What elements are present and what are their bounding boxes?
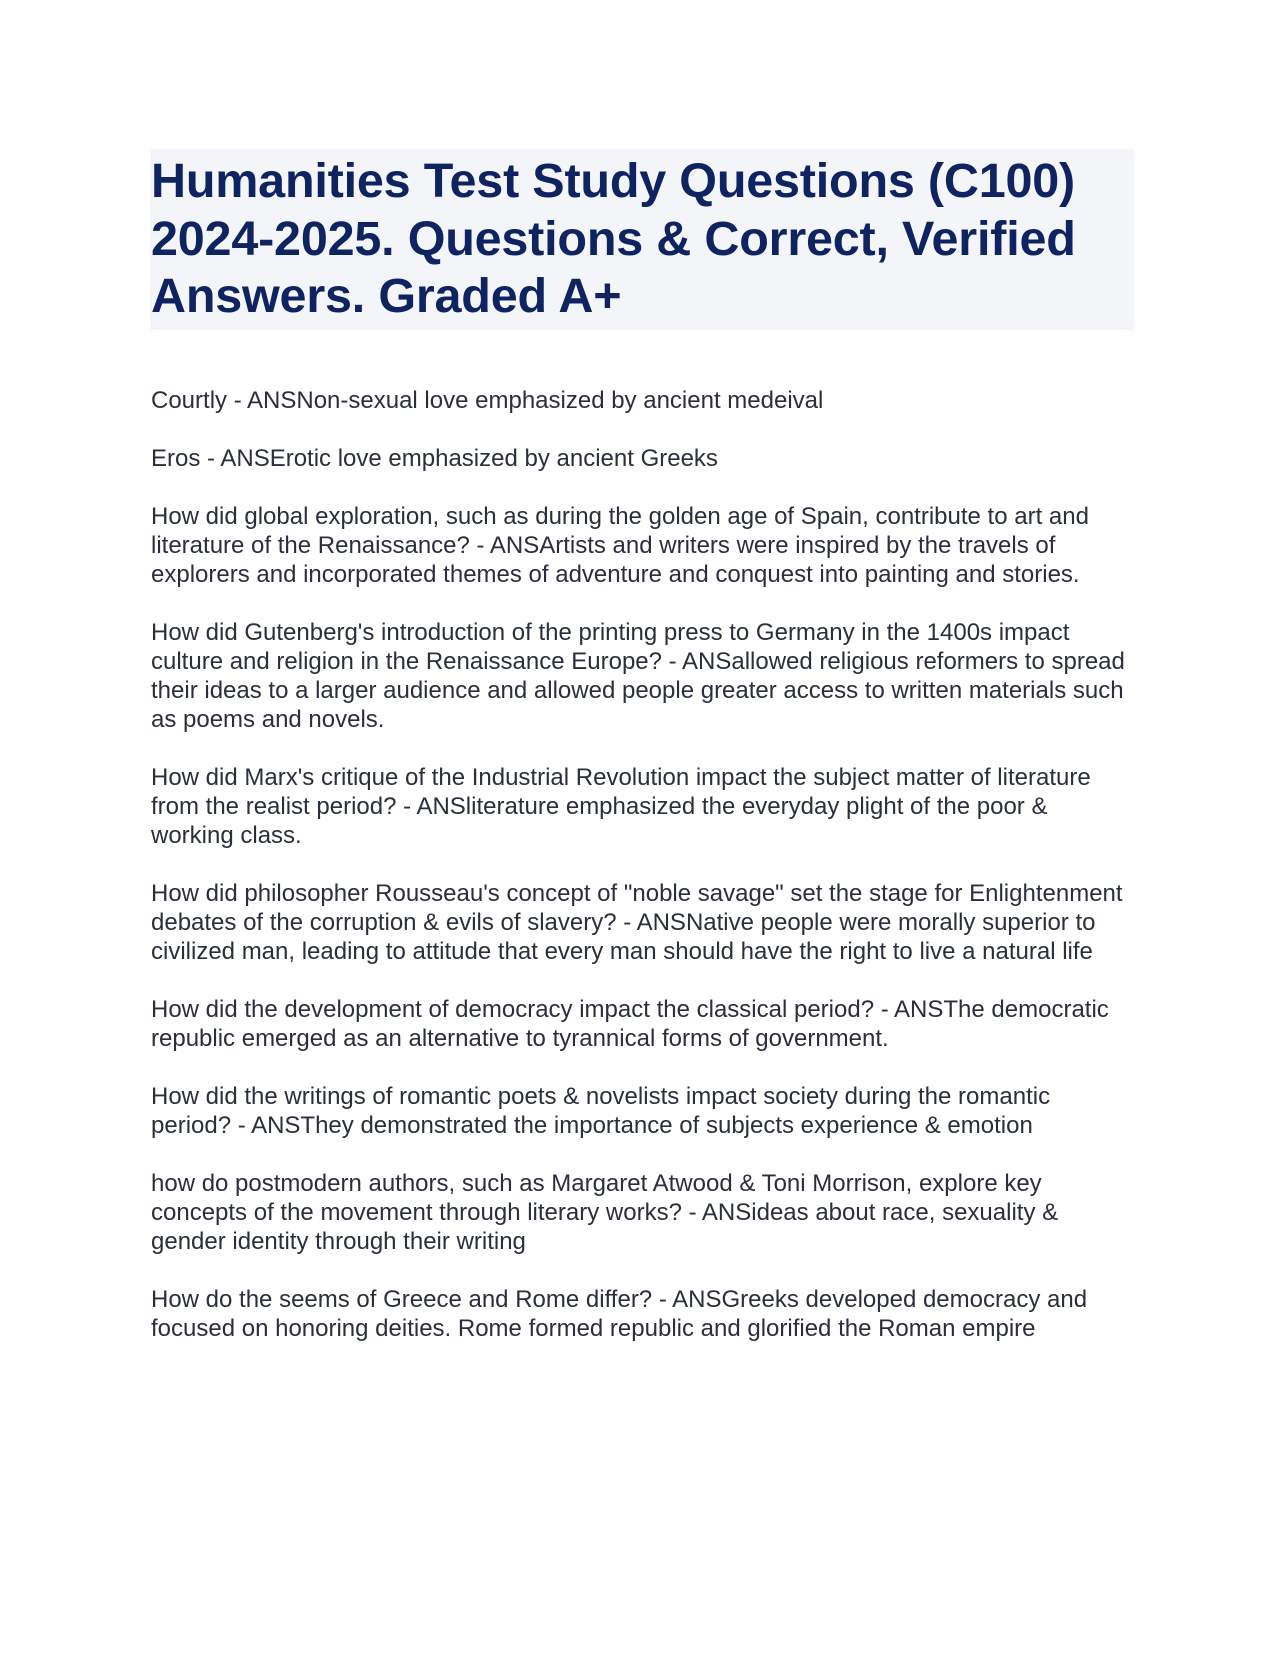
qa-entry-postmodern: how do postmodern authors, such as Margaret Atwood & Toni Morrison, explore key concepts of the movement through literary works? - ANSideas about race, sexuality & gender identity through their writing xyxy=(151,1169,1059,1255)
qa-entry-global-exploration: How did global exploration, such as during the golden age of Spain, contribute to art and literature of the Renaissance? - ANSArtists and writers were inspired by the travels of explorers and incorporated themes of adventure and conquest into painting and stories. xyxy=(151,502,1089,588)
qa-entry-romantic-poets: How did the writings of romantic poets & novelists impact society during the romantic period? - ANSThey demonstrated the importance of subjects experience & emotion xyxy=(151,1082,1051,1139)
qa-entry-marx: How did Marx's critique of the Industrial Revolution impact the subject matter of literature from the realist period? - ANSliterature emphasized the everyday plight of the poor & working class. xyxy=(151,763,1091,849)
qa-entry-greece-rome: How do the seems of Greece and Rome differ? - ANSGreeks developed democracy and focused on honoring deities. Rome formed republic and glorified the Roman empire xyxy=(151,1285,1088,1342)
qa-entry-gutenberg: How did Gutenberg's introduction of the printing press to Germany in the 1400s impact culture and religion in the Renaissance Europe? - ANSallowed religious reformers to spread their ideas to a larger audience and allowed people greater access to written materials such as poems and novels. xyxy=(151,618,1125,733)
document-page xyxy=(150,149,1134,1372)
qa-entry-eros: Eros - ANSErotic love emphasized by ancient Greeks xyxy=(151,444,718,472)
document-title: Humanities Test Study Questions (C100) 2024-2025. Questions & Correct, Verified Answers. Graded A+ xyxy=(151,154,1076,323)
qa-list xyxy=(150,386,1134,1343)
qa-entry-courtly: Courtly - ANSNon-sexual love emphasized by ancient medeival xyxy=(151,386,824,414)
qa-entry-democracy: How did the development of democracy impact the classical period? - ANSThe democratic republic emerged as an alternative to tyrannical forms of government. xyxy=(151,995,1109,1052)
qa-entry-rousseau: How did philosopher Rousseau's concept of "noble savage" set the stage for Enlightenment debates of the corruption & evils of slavery? - ANSNative people were morally superior to civilized man, leading to attitude that every man should have the right to live a natural life xyxy=(151,879,1123,965)
title-block xyxy=(150,149,1134,330)
